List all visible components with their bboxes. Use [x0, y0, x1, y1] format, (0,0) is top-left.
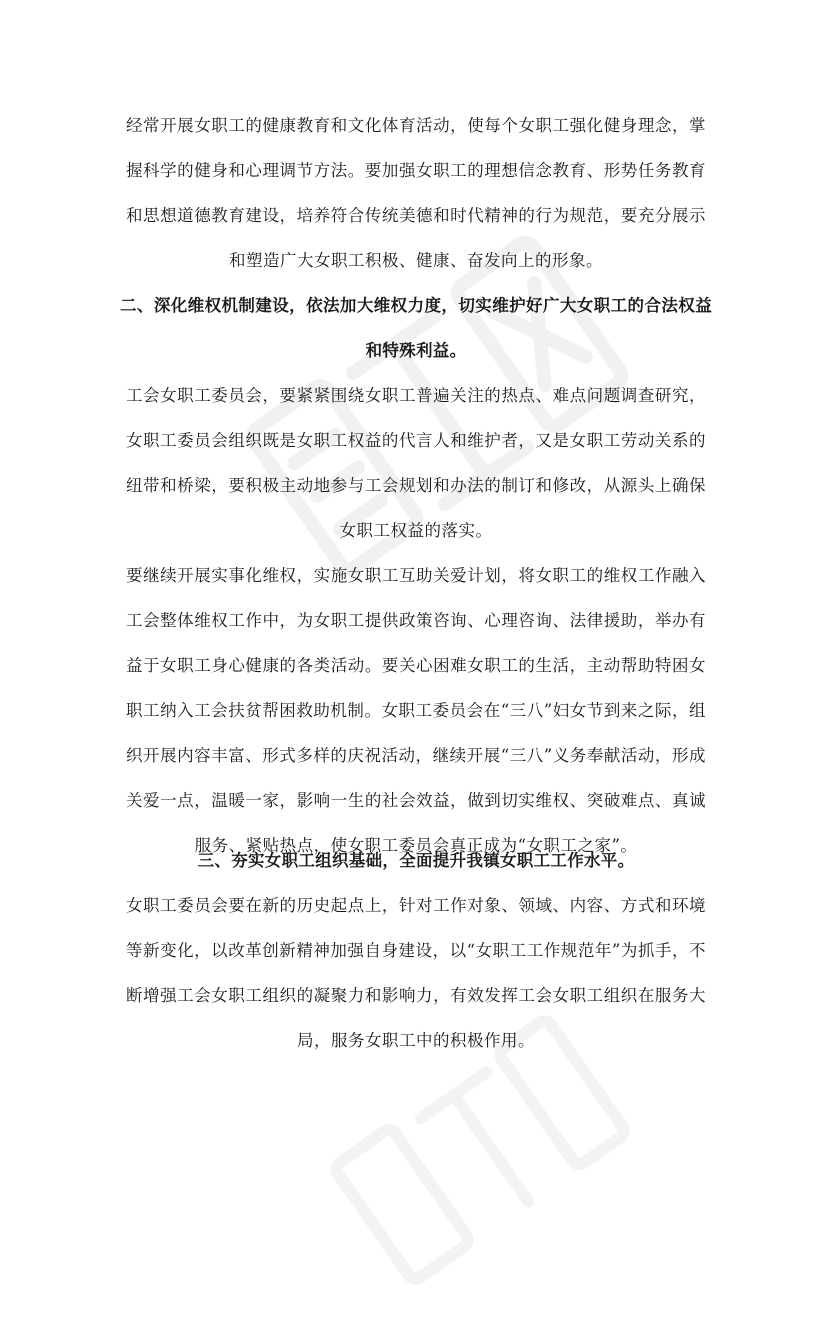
section-heading-2: 二、深化维权机制建设，依法加大维权力度，切实维护好广大女职工的合法权益和特殊利益。 [120, 296, 712, 360]
paragraph-intro: 经常开展女职工的健康教育和文化体育活动，使每个女职工强化健身理念，掌握科学的健身和心理调节方法。要加强女职工的理想信念教育、形势任务教育和思想道德教育建设，培养符合传统美德和时代精神的行为规范，要充分展示和塑造广大女职工积极、健康、奋发向上的形象。 [126, 116, 706, 270]
paragraph-2a: 工会女职工委员会，要紧紧围绕女职工普遍关注的热点、难点问题调查研究，女职工委员会组织既是女职工权益的代言人和维护者，又是女职工劳动关系的纽带和桥梁，要积极主动地参与工会规划和办法的制订和修改，从源头上确保女职工权益的落实。 [126, 386, 706, 540]
section-heading-3: 三、夯实女职工组织基础，全面提升我镇女职工工作水平。 [197, 851, 635, 870]
paragraph-3: 女职工委员会要在新的历史起点上，针对工作对象、领域、内容、方式和环境等新变化，以改革创新精神加强自身建设，以“女职工工作规范年”为抓手，不断增强工会女职工组织的凝聚力和影响力，有效发挥工会女职工组织在服务大局，服务女职工中的积极作用。 [126, 896, 706, 1050]
paragraph-2b: 要继续开展实事化维权，实施女职工互助关爱计划，将女职工的维权工作融入工会整体维权工作中，为女职工提供政策咨询、心理咨询、法律援助，举办有益于女职工身心健康的各类活动。要关心困难女职工的生活，主动帮助特困女职工纳入工会扶贫帮困救助机制。女职工委员会在“三八”妇女节到来之际，组织开展内容丰富、形式多样的庆祝活动，继续开展“三八”义务奉献活动，形成关爱一点，温暖一家，影响一生的社会效益，做到切实维权、突破难点、真诚服务、紧贴热点，使女职工委员会真正成为“女职工之家”。 [126, 566, 706, 855]
